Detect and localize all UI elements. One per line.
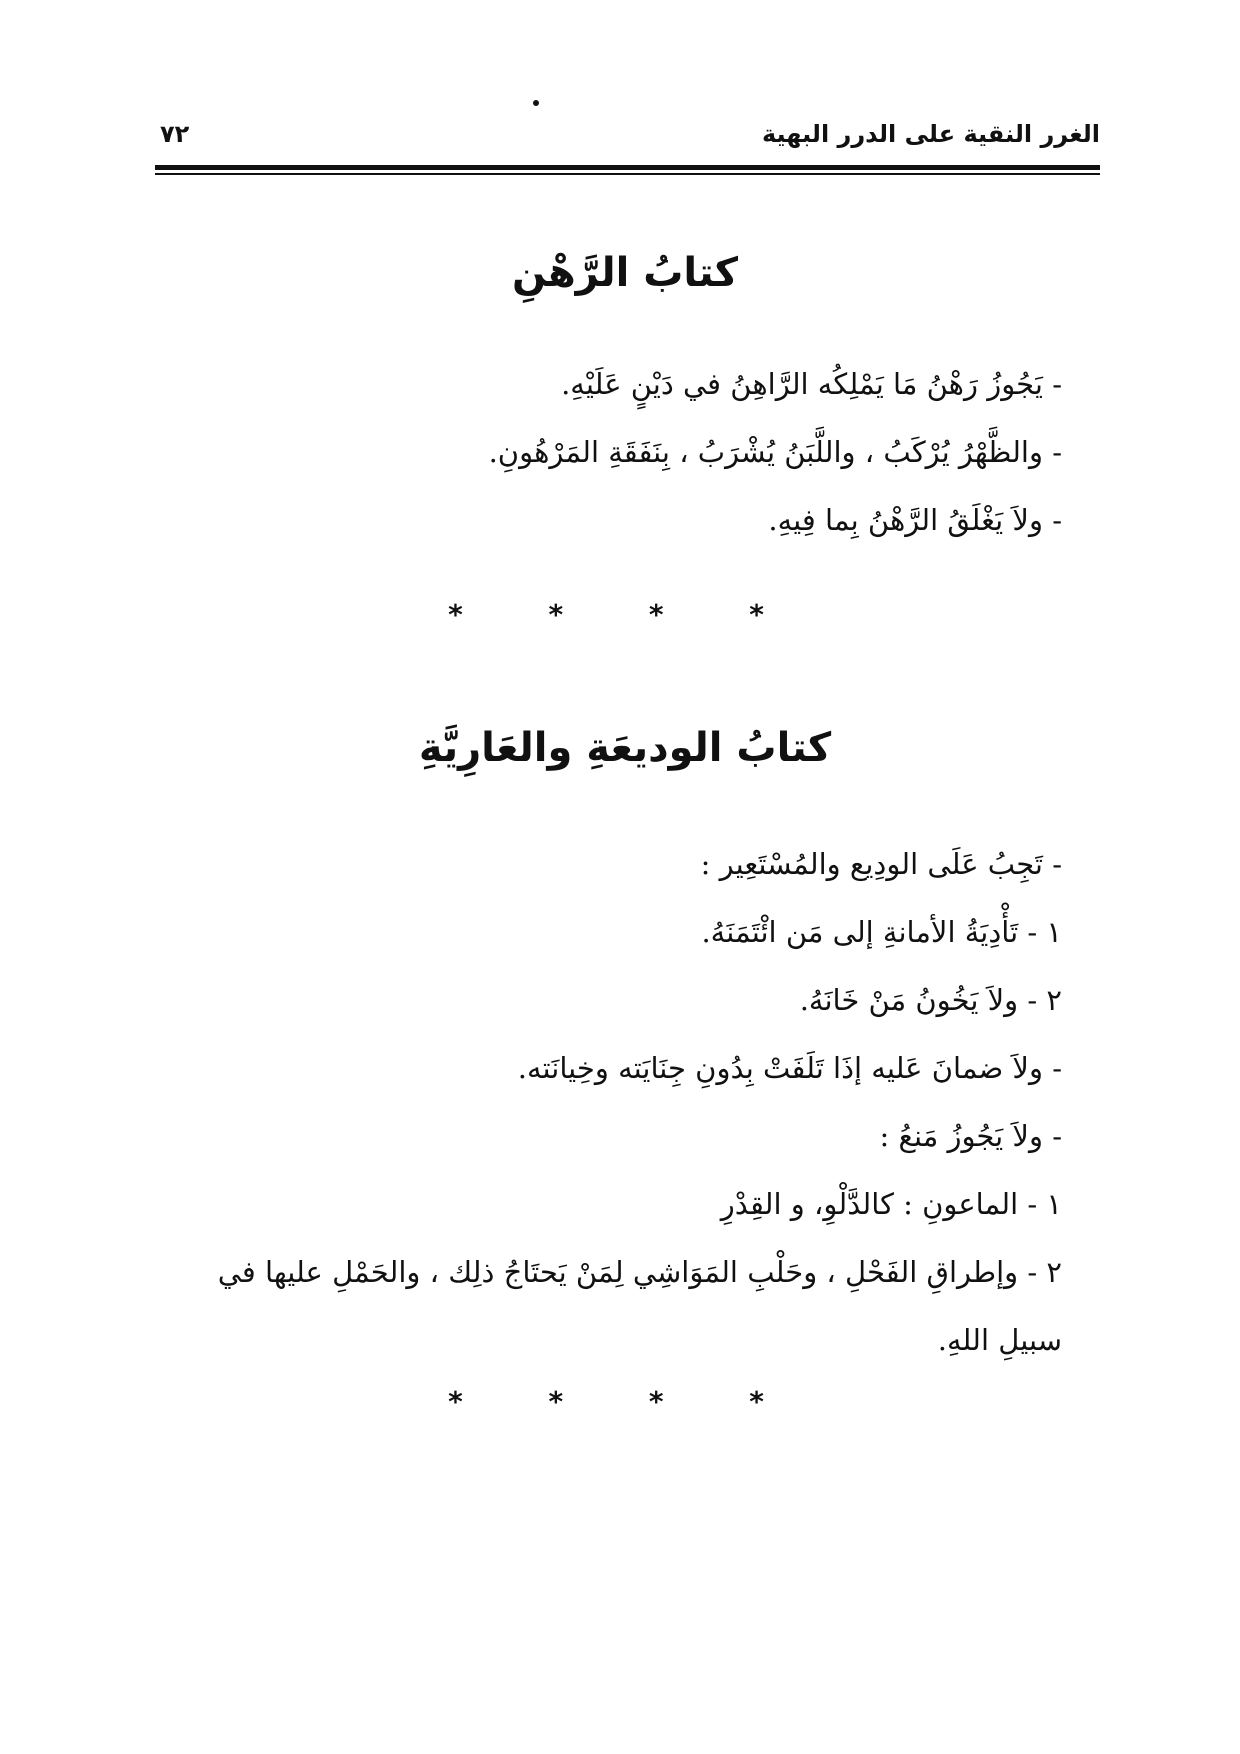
text-line: - والظَّهْرُ يُرْكَبُ ، واللَّبَنُ يُشْرَبُ ، بِنَفَقَةِ المَرْهُونِ. xyxy=(488,435,1062,469)
text-line: ١ - تَأْدِيَةُ الأمانةِ إلى مَن ائْتَمَنَهُ. xyxy=(701,915,1062,949)
page-header xyxy=(150,108,1100,168)
text-line: ٢ - وإطراقِ الفَحْلِ ، وحَلْبِ المَوَاشِي لِمَنْ يَحتَاجُ ذلِك ، والحَمْلِ عليها في xyxy=(217,1255,1062,1289)
section-body-rahn xyxy=(122,350,1062,554)
text-line: سبيلِ اللهِ. xyxy=(937,1323,1062,1357)
section-title-wadia: كتابُ الوديعَةِ والعَارِيَّةِ xyxy=(418,725,832,771)
header-dot xyxy=(533,100,539,106)
section-divider-stars: * * * * xyxy=(448,598,802,631)
text-line: - ولاَ ضمانَ عَليه إذَا تَلَفَتْ بِدُونِ جِنَايَته وخِيانَته. xyxy=(517,1051,1062,1085)
header-rule-thick xyxy=(155,165,1100,170)
text-line: - يَجُوزُ رَهْنُ مَا يَمْلِكُه الرَّاهِنُ في دَيْنٍ عَلَيْهِ. xyxy=(561,367,1062,401)
text-line: - ولاَ يَغْلَقُ الرَّهْنُ بِما فِيهِ. xyxy=(768,503,1062,537)
header-rule-thin xyxy=(155,173,1100,175)
section-title-rahn: كتابُ الرَّهْنِ xyxy=(511,250,739,296)
text-line: ٢ - ولاَ يَخُونُ مَنْ خَانَهُ. xyxy=(799,983,1062,1017)
text-line: ١ - الماعونِ : كالدَّلْوِ، و القِدْرِ xyxy=(720,1187,1062,1221)
section-body-wadia xyxy=(122,830,1062,1374)
text-line: - تَجِبُ عَلَى الودِيع والمُسْتَعِير : xyxy=(700,847,1062,881)
section-divider-stars: * * * * xyxy=(448,1385,802,1418)
text-line: - ولاَ يَجُوزُ مَنعُ : xyxy=(879,1119,1062,1153)
page-number: ٧٢ xyxy=(160,120,190,148)
running-header-title: الغرر النقية على الدرر البهية xyxy=(761,120,1100,148)
